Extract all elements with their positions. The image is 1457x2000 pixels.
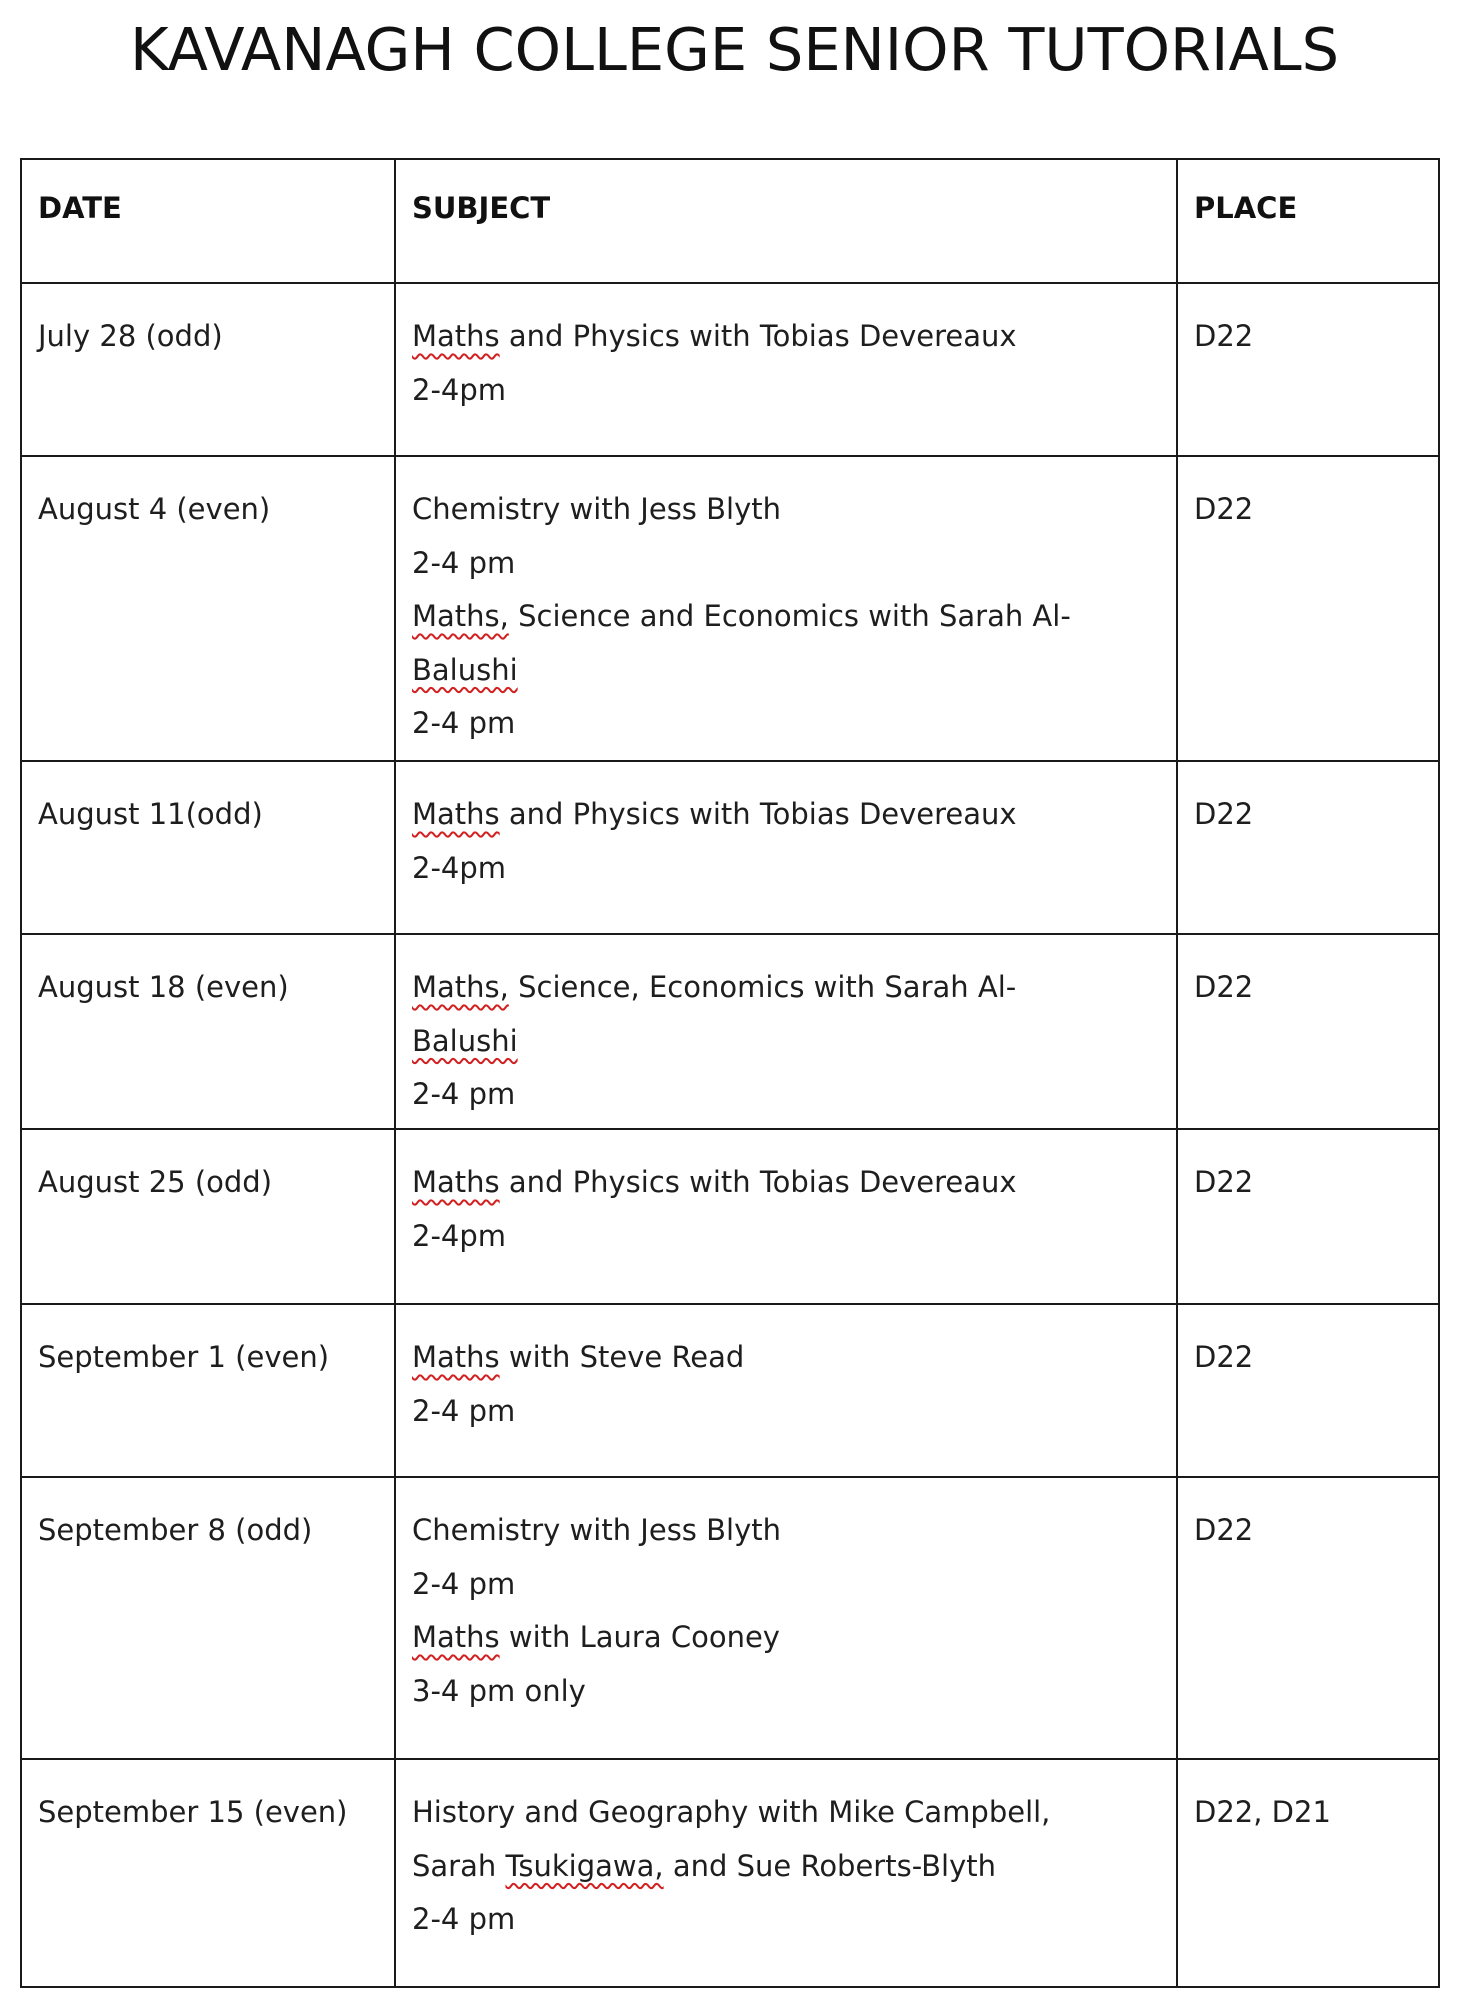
date-cell: September 15 (even) xyxy=(21,1759,395,1987)
subject-text: Science and Economics with Sarah Al- xyxy=(508,599,1071,633)
place-cell: D22 xyxy=(1177,1129,1439,1304)
subject-text: and Physics with Tobias Devereaux xyxy=(499,797,1017,831)
subject-line: 2-4 pm xyxy=(412,1902,516,1936)
spellcheck-flagged-word: Maths xyxy=(412,1340,500,1374)
subject-line: 2-4 pm xyxy=(412,1077,516,1111)
place-cell: D22 xyxy=(1177,1304,1439,1477)
table-row xyxy=(21,934,1439,1129)
header-place: PLACE xyxy=(1177,159,1439,283)
date-cell: August 11(odd) xyxy=(21,761,395,934)
subject-text: and Physics with Tobias Devereaux xyxy=(499,1165,1017,1199)
subject-line: History and Geography with Mike Campbell, xyxy=(412,1795,1051,1829)
place-cell: D22 xyxy=(1177,761,1439,934)
date-cell: July 28 (odd) xyxy=(21,283,395,456)
spellcheck-flagged-word: Tsukigawa, xyxy=(505,1848,664,1883)
subject-cell xyxy=(395,1129,1177,1304)
spellcheck-flagged-word: Maths xyxy=(412,1620,500,1654)
subject-text: Sarah xyxy=(412,1848,506,1883)
subject-cell xyxy=(395,1477,1177,1759)
spellcheck-flagged-word: Maths xyxy=(412,1165,500,1199)
subject-line: 2-4pm xyxy=(412,372,507,407)
subject-line: 3-4 pm only xyxy=(412,1673,586,1708)
date-cell: September 1 (even) xyxy=(21,1304,395,1477)
subject-text: with Laura Cooney xyxy=(499,1620,780,1654)
table-row xyxy=(21,1477,1439,1759)
spellcheck-flagged-word: Maths xyxy=(412,319,500,353)
subject-line xyxy=(412,1156,1160,1210)
place-cell: D22 xyxy=(1177,1477,1439,1759)
subject-line xyxy=(412,644,1160,698)
subject-line xyxy=(412,1840,1160,1894)
subject-line xyxy=(412,1611,1160,1665)
subject-line: 2-4pm xyxy=(412,850,507,885)
spellcheck-flagged-word: Maths xyxy=(412,797,500,831)
subject-text: with Steve Read xyxy=(499,1340,745,1374)
subject-cell xyxy=(395,283,1177,456)
subject-line xyxy=(412,590,1160,644)
date-cell: August 25 (odd) xyxy=(21,1129,395,1304)
table-row xyxy=(21,761,1439,934)
subject-line: 2-4 pm xyxy=(412,545,516,580)
subject-text: and Physics with Tobias Devereaux xyxy=(499,319,1017,353)
table-row xyxy=(21,1304,1439,1477)
subject-cell xyxy=(395,456,1177,761)
table-row xyxy=(21,456,1439,761)
spellcheck-flagged-word: Balushi xyxy=(412,652,518,687)
subject-line xyxy=(412,310,1160,364)
subject-line: 2-4 pm xyxy=(412,1566,516,1601)
header-subject: SUBJECT xyxy=(395,159,1177,283)
subject-line xyxy=(412,1331,1160,1385)
date-cell: August 4 (even) xyxy=(21,456,395,761)
table-row xyxy=(21,1759,1439,1987)
subject-cell xyxy=(395,934,1177,1129)
tutorial-schedule-table xyxy=(20,158,1440,1988)
subject-line: 2-4pm xyxy=(412,1218,507,1253)
document-title: KAVANAGH COLLEGE SENIOR TUTORIALS xyxy=(130,15,1340,84)
spellcheck-flagged-word: Maths, xyxy=(412,970,509,1004)
subject-line: 2-4 pm xyxy=(412,706,516,740)
table-row xyxy=(21,283,1439,456)
date-cell: September 8 (odd) xyxy=(21,1477,395,1759)
spellcheck-flagged-word: Maths, xyxy=(412,599,509,633)
place-cell: D22 xyxy=(1177,283,1439,456)
subject-cell xyxy=(395,1304,1177,1477)
subject-cell xyxy=(395,1759,1177,1987)
place-cell: D22 xyxy=(1177,456,1439,761)
place-cell: D22, D21 xyxy=(1177,1759,1439,1987)
subject-text: and Sue Roberts-Blyth xyxy=(663,1848,997,1883)
subject-text: Science, Economics with Sarah Al- xyxy=(508,970,1017,1004)
header-date: DATE xyxy=(21,159,395,283)
place-cell: D22 xyxy=(1177,934,1439,1129)
subject-line: Chemistry with Jess Blyth xyxy=(412,492,781,526)
table-row xyxy=(21,1129,1439,1304)
subject-cell xyxy=(395,761,1177,934)
date-cell: August 18 (even) xyxy=(21,934,395,1129)
subject-line: Chemistry with Jess Blyth xyxy=(412,1513,781,1547)
subject-line xyxy=(412,961,1160,1015)
table-header-row xyxy=(21,159,1439,283)
subject-line xyxy=(412,1015,1160,1069)
subject-line xyxy=(412,788,1160,842)
spellcheck-flagged-word: Balushi xyxy=(412,1023,518,1058)
subject-line: 2-4 pm xyxy=(412,1393,516,1428)
